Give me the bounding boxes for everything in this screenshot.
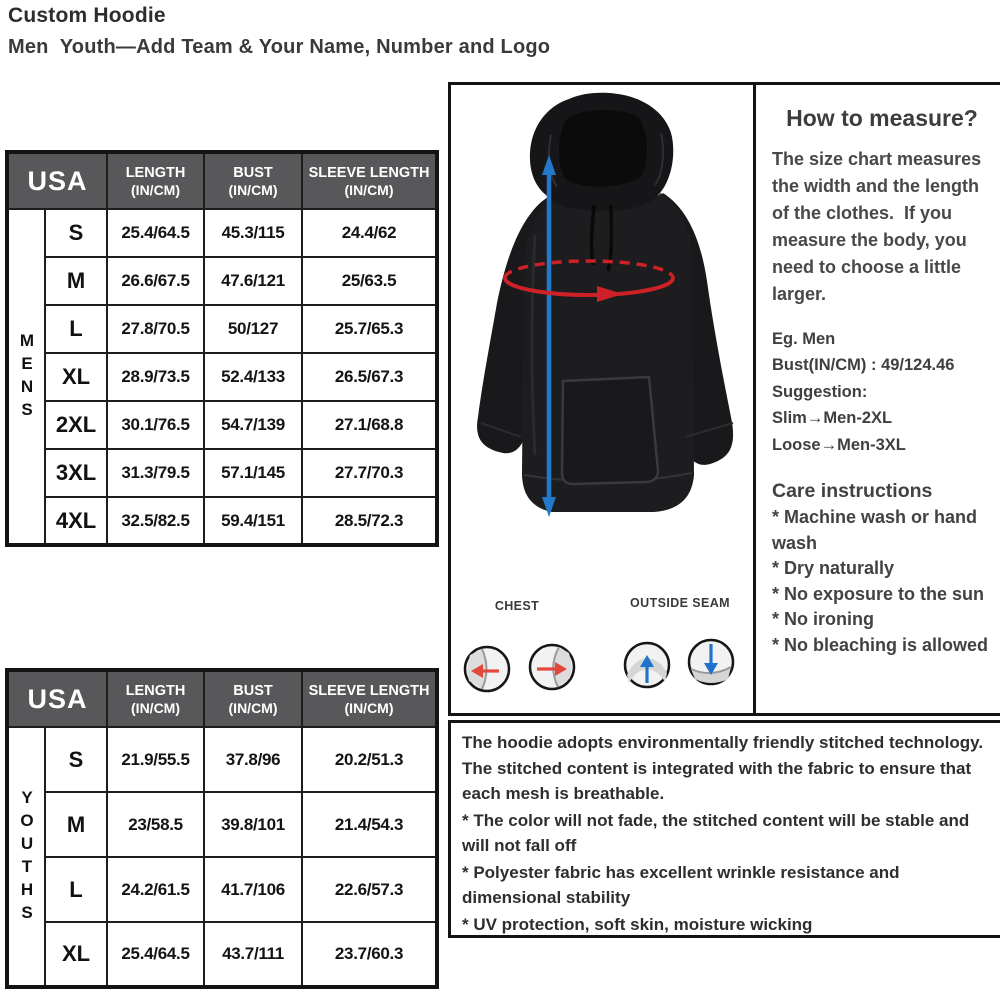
- size-label: M: [45, 257, 107, 305]
- table-row: [7, 353, 437, 401]
- list-item: Bust(IN/CM) : 49/124.46: [772, 356, 955, 375]
- how-to-measure-heading: How to measure?: [786, 105, 978, 131]
- length-column-header: [107, 152, 204, 209]
- table-row: [7, 792, 437, 857]
- group-label-text: MENS: [17, 330, 37, 423]
- column-title: SLEEVE LENGTH: [308, 682, 430, 699]
- hoodie-image: [477, 93, 733, 512]
- bust-column-header: [204, 670, 302, 727]
- page-title: Custom Hoodie: [8, 4, 166, 27]
- list-item: Loose→Men-3XL: [772, 435, 906, 454]
- size-label: M: [45, 792, 107, 857]
- measure-section: [448, 82, 1000, 716]
- product-features-box: [448, 720, 1000, 938]
- table-row: [7, 857, 437, 922]
- outside-seam-icon-label: OUTSIDE SEAM: [630, 596, 730, 610]
- measurement-value: 45.3/115: [204, 209, 302, 257]
- features-list: [462, 808, 992, 938]
- measurement-value: 27.8/70.5: [107, 305, 204, 353]
- how-to-measure-body: The size chart measures the width and the length of the clothes. If you measure the body, you need to choose a little larger.: [772, 149, 982, 304]
- list-item: Slim→Men-2XL: [772, 409, 893, 428]
- table-row: [7, 449, 437, 497]
- size-label: S: [45, 727, 107, 792]
- measurement-value: 27.1/68.8: [302, 401, 437, 449]
- size-label: L: [45, 857, 107, 922]
- list-item: * UV protection, soft skin, moisture wicking: [462, 914, 813, 934]
- measurement-value: 23.7/60.3: [302, 922, 437, 987]
- table-row: [7, 305, 437, 353]
- column-title: SLEEVE LENGTH: [308, 164, 430, 181]
- table-row: [7, 727, 437, 792]
- column-unit: (IN/CM): [228, 699, 278, 716]
- measurement-value: 25/63.5: [302, 257, 437, 305]
- measurement-value: 20.2/51.3: [302, 727, 437, 792]
- sleeve-column-header: [302, 152, 437, 209]
- measurement-value: 32.5/82.5: [107, 497, 204, 545]
- size-label: XL: [45, 353, 107, 401]
- size-label: L: [45, 305, 107, 353]
- measurement-value: 26.6/67.5: [107, 257, 204, 305]
- measurement-value: 24.2/61.5: [107, 857, 204, 922]
- column-title: BUST: [233, 682, 273, 699]
- list-item: * No exposure to the sun: [772, 583, 985, 604]
- chest-icon-label: CHEST: [494, 599, 540, 613]
- list-item: Eg. Men: [772, 330, 836, 348]
- measurement-value: 26.5/67.3: [302, 353, 437, 401]
- size-label: 4XL: [45, 497, 107, 545]
- list-item: * The color will not fade, the stitched content will be stable and will not fall off: [462, 810, 970, 855]
- how-to-measure-panel: [756, 85, 1000, 713]
- youths-header-row: [7, 670, 437, 727]
- measurement-value: 30.1/76.5: [107, 401, 204, 449]
- measurement-value: 28.5/72.3: [302, 497, 437, 545]
- hoodie-measure-illustration: [451, 85, 753, 713]
- measurement-value: 27.7/70.3: [302, 449, 437, 497]
- column-unit: (IN/CM): [228, 181, 278, 198]
- chest-measure-icons: [465, 645, 574, 691]
- column-title: BUST: [233, 164, 273, 181]
- measurement-value: 39.8/101: [204, 792, 302, 857]
- group-label-cell: [7, 209, 45, 545]
- page-subtitle: Men Youth—Add Team & Your Name, Number and Logo: [8, 36, 551, 58]
- youths-size-table: [5, 668, 439, 989]
- measurement-value: 22.6/57.3: [302, 857, 437, 922]
- mens-size-table: [5, 150, 439, 547]
- measurement-value: 37.8/96: [204, 727, 302, 792]
- column-unit: (IN/CM): [344, 181, 394, 198]
- list-item: * No ironing: [772, 609, 874, 630]
- usa-header: USA: [7, 670, 107, 727]
- table-row: [7, 257, 437, 305]
- measurement-value: 57.1/145: [204, 449, 302, 497]
- group-label-text: YOUTHS: [17, 787, 37, 926]
- table-row: [7, 401, 437, 449]
- list-item: Suggestion:: [772, 382, 868, 401]
- list-item: * Polyester fabric has excellent wrinkle resistance and dimensional stability: [462, 862, 900, 907]
- size-label: XL: [45, 922, 107, 987]
- size-label: 2XL: [45, 401, 107, 449]
- hoodie-illustration-cell: [451, 85, 753, 713]
- features-intro: The hoodie adopts environmentally friendly stitched technology. The stitched content is integrated with the fabric to ensure that each mesh is breathable.: [462, 733, 984, 803]
- usa-header: USA: [7, 152, 107, 209]
- measurement-value: 28.9/73.5: [107, 353, 204, 401]
- table-row: [7, 497, 437, 545]
- list-item: * Machine wash or hand wash: [772, 506, 978, 553]
- sleeve-column-header: [302, 670, 437, 727]
- measurement-value: 50/127: [204, 305, 302, 353]
- measurement-value: 52.4/133: [204, 353, 302, 401]
- measurement-value: 25.4/64.5: [107, 922, 204, 987]
- measurement-value: 41.7/106: [204, 857, 302, 922]
- length-column-header: [107, 670, 204, 727]
- list-item: * No bleaching is allowed: [772, 634, 989, 655]
- measurement-value: 25.7/65.3: [302, 305, 437, 353]
- column-unit: (IN/CM): [131, 699, 181, 716]
- measurement-value: 21.4/54.3: [302, 792, 437, 857]
- bust-column-header: [204, 152, 302, 209]
- measurement-value: 59.4/151: [204, 497, 302, 545]
- column-unit: (IN/CM): [344, 699, 394, 716]
- measurement-value: 23/58.5: [107, 792, 204, 857]
- size-label: 3XL: [45, 449, 107, 497]
- column-unit: (IN/CM): [131, 181, 181, 198]
- measurement-value: 47.6/121: [204, 257, 302, 305]
- outside-seam-measure-icons: [625, 640, 733, 687]
- measurement-value: 54.7/139: [204, 401, 302, 449]
- size-label: S: [45, 209, 107, 257]
- measurement-value: 21.9/55.5: [107, 727, 204, 792]
- measurement-value: 24.4/62: [302, 209, 437, 257]
- column-title: LENGTH: [125, 164, 186, 181]
- size-example-block: [772, 326, 992, 458]
- care-instructions-list: [772, 505, 992, 658]
- group-label-cell: [7, 727, 45, 987]
- mens-header-row: [7, 152, 437, 209]
- measurement-value: 25.4/64.5: [107, 209, 204, 257]
- table-row: [7, 209, 437, 257]
- table-row: [7, 922, 437, 987]
- column-title: LENGTH: [125, 682, 186, 699]
- list-item: * Dry naturally: [772, 558, 895, 579]
- measurement-value: 43.7/111: [204, 922, 302, 987]
- measurement-value: 31.3/79.5: [107, 449, 204, 497]
- care-instructions-heading: Care instructions: [772, 479, 933, 502]
